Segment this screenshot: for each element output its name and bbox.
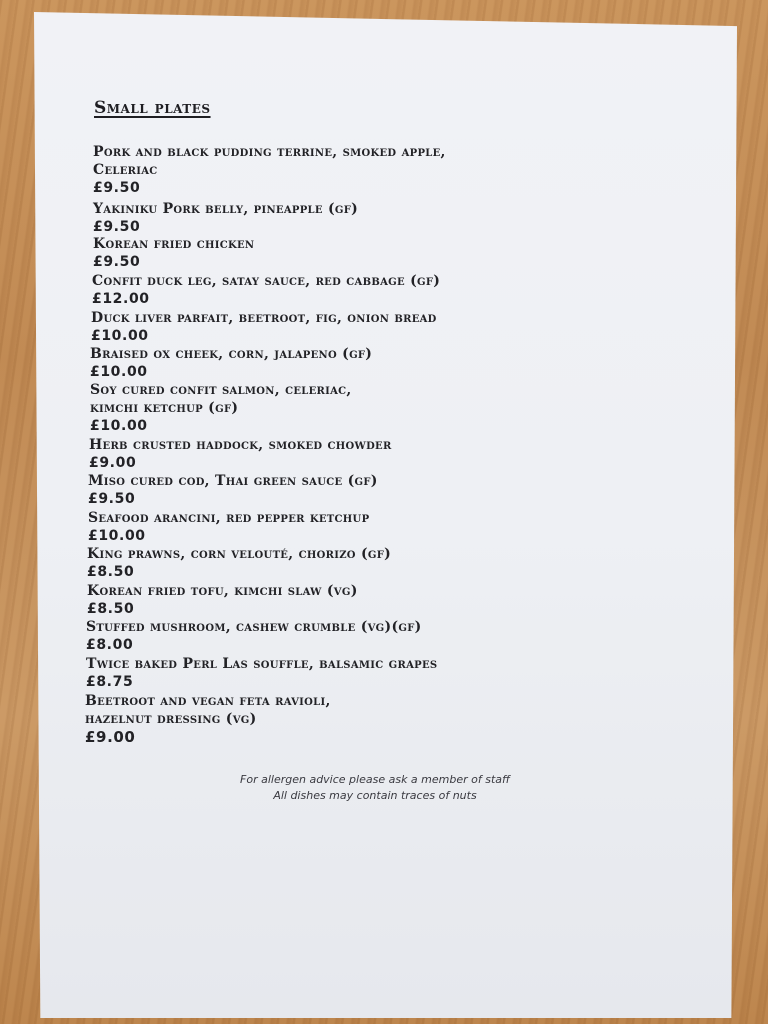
menu-item-name: King prawns, corn velouté, chorizo (gf) — [87, 546, 392, 562]
menu-item-name: Korean fried tofu, kimchi slaw (vg) — [87, 583, 358, 599]
menu-item — [89, 436, 392, 472]
menu-item-price: £9.50 — [93, 219, 141, 235]
menu-item-price: £8.00 — [86, 637, 134, 653]
menu-item-name: Braised ox cheek, corn, jalapeno (gf) — [90, 346, 373, 362]
menu-item-price: £10.00 — [90, 364, 148, 380]
menu-item — [88, 472, 378, 508]
menu-item-name: Herb crusted haddock, smoked chowder — [89, 437, 392, 453]
menu-item-price: £9.50 — [93, 180, 141, 196]
menu-item — [93, 235, 254, 271]
menu-item-price: £9.00 — [85, 728, 136, 746]
menu-item-name: Confit duck leg, satay sauce, red cabbage (gf) — [92, 273, 441, 289]
menu-item-name: kimchi ketchup (gf) — [90, 400, 239, 416]
menu-item — [93, 143, 446, 197]
menu-item-name: Duck liver parfait, beetroot, fig, onion bread — [91, 310, 437, 326]
menu-item — [93, 200, 358, 236]
menu-item-price: £8.50 — [87, 601, 135, 617]
menu-item — [92, 272, 440, 308]
menu-item — [90, 381, 352, 435]
menu-item — [86, 655, 437, 691]
menu-item — [87, 582, 358, 618]
menu-item — [91, 309, 437, 345]
menu-item-price: £9.50 — [88, 491, 136, 507]
menu-item — [90, 345, 372, 381]
menu-item-name: Twice baked Perl Las souffle, balsamic grapes — [86, 656, 438, 672]
menu-item-name: Miso cured cod, Thai green sauce (gf) — [88, 473, 378, 489]
menu-footer-note — [190, 772, 560, 804]
section-heading: Small plates — [94, 98, 211, 118]
menu-item — [86, 618, 422, 654]
menu-item-name: Yakiniku Pork belly, pineapple (gf) — [93, 201, 359, 217]
menu-item-name: Korean fried chicken — [93, 236, 255, 252]
menu-item-name: Beetroot and vegan feta ravioli, — [85, 693, 331, 709]
footer-line: All dishes may contain traces of nuts — [273, 789, 477, 802]
footer-line: For allergen advice please ask a member of staff — [240, 773, 510, 786]
menu-item-name: Pork and black pudding terrine, smoked apple, — [93, 144, 446, 160]
menu-item — [88, 509, 369, 545]
menu-item-price: £9.50 — [93, 254, 141, 270]
menu-item-name: Celeriac — [93, 162, 158, 178]
menu-item — [85, 692, 331, 746]
menu-item-price: £8.50 — [87, 564, 135, 580]
menu-item-price: £10.00 — [90, 418, 148, 434]
menu-item-price: £12.00 — [92, 291, 150, 307]
menu-item-name: Stuffed mushroom, cashew crumble (vg)(gf) — [86, 619, 422, 635]
menu-item-price: £10.00 — [91, 328, 149, 344]
menu-item-price: £10.00 — [88, 528, 146, 544]
menu-item-price: £8.75 — [86, 674, 134, 690]
menu-item — [87, 545, 391, 581]
menu-item-name: hazelnut dressing (vg) — [85, 711, 257, 727]
menu-item-name: Soy cured confit salmon, celeriac, — [90, 382, 352, 398]
menu-item-name: Seafood arancini, red pepper ketchup — [88, 510, 370, 526]
menu-item-price: £9.00 — [89, 455, 137, 471]
